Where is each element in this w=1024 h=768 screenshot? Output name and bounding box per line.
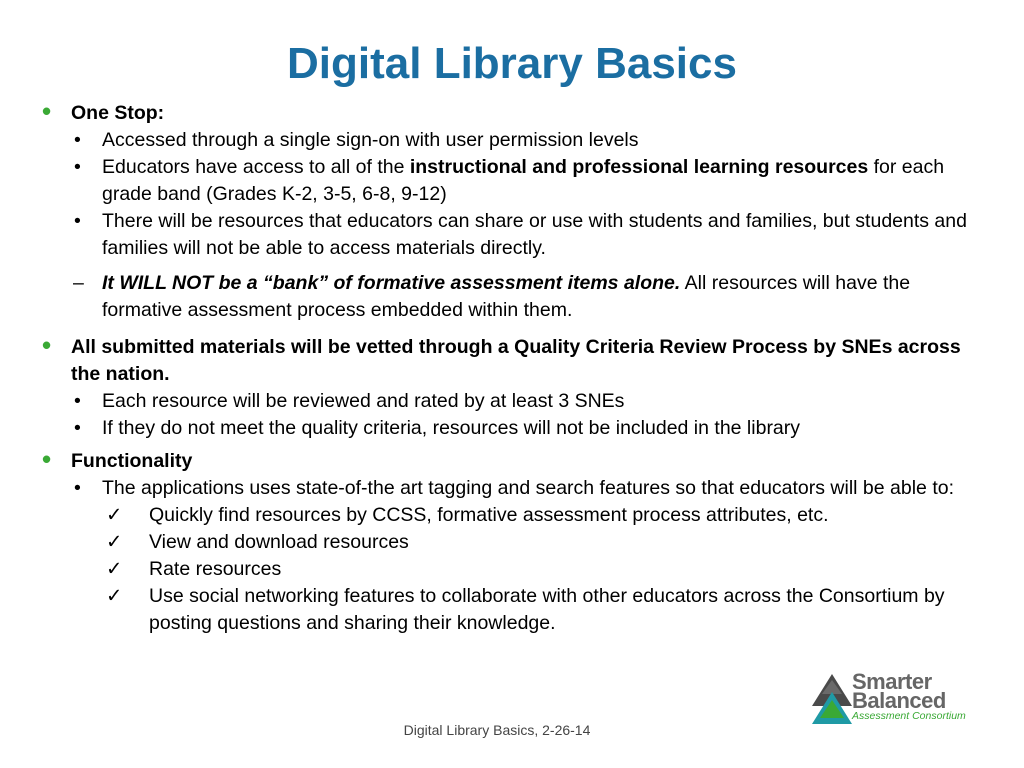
dash-bullet-icon: – <box>73 272 84 294</box>
check-item <box>40 583 980 637</box>
logo-text <box>852 669 966 723</box>
list-item-text: If they do not meet the quality criteria, resources will not be included in the library <box>102 417 801 439</box>
checkmark-icon: ✓ <box>106 531 123 553</box>
logo-line-3: Assessment Consortium <box>852 710 966 722</box>
dash-item-text: All resources will have the formative assessment process embedded within them. <box>102 272 911 321</box>
bullet-vetting <box>40 330 980 388</box>
list-item-text: for each grade band (Grades K-2, 3-5, 6-8, 9-12) <box>102 156 945 205</box>
section-vetting <box>40 330 980 442</box>
check-item <box>40 556 980 583</box>
logo-line-2: Balanced <box>852 688 946 713</box>
check-item <box>40 502 980 529</box>
smarter-balanced-logo <box>810 669 990 728</box>
dash-item-bold-italic-text: It WILL NOT be a “bank” of formative assessment items alone. <box>102 272 681 294</box>
list-item <box>40 415 980 442</box>
list-item-text: Accessed through a single sign-on with user permission levels <box>102 129 639 151</box>
green-bullet-icon: • <box>42 96 52 126</box>
list-item <box>40 388 980 415</box>
bullet-icon: • <box>74 156 81 178</box>
list-item <box>40 154 980 208</box>
list-item-text: Each resource will be reviewed and rated by at least 3 SNEs <box>102 390 625 412</box>
green-bullet-icon: • <box>42 330 52 360</box>
slide-title: Digital Library Basics <box>287 39 737 88</box>
list-item-bold-text: instructional and professional learning resources <box>409 156 869 178</box>
list-item <box>40 127 980 154</box>
dash-item <box>40 270 980 324</box>
bullet-icon: • <box>74 390 81 412</box>
heading-one-stop: One Stop: <box>71 102 165 124</box>
list-item-text: There will be resources that educators can share or use with students and families, but students and families will not be able to access materials directly. <box>102 210 967 259</box>
heading-functionality: Functionality <box>71 450 193 472</box>
heading-vetting: All submitted materials will be vetted through a Quality Criteria Review Process by SNEs across the nation. <box>71 336 961 385</box>
list-item <box>40 208 980 262</box>
green-bullet-icon: • <box>42 444 52 474</box>
slide-body <box>40 96 980 637</box>
bullet-icon: • <box>74 477 81 499</box>
list-item <box>40 475 980 502</box>
logo-line-1: Smarter <box>852 669 932 694</box>
bullet-icon: • <box>74 417 81 439</box>
list-item-text: The applications uses state-of-the art tagging and search features so that educators will be able to: <box>102 477 955 499</box>
slide-footer: Digital Library Basics, 2-26-14 <box>403 722 591 738</box>
bullet-icon: • <box>74 129 81 151</box>
section-functionality <box>40 444 980 637</box>
triangle-logo-icon <box>810 672 854 726</box>
check-item-text: Use social networking features to collaborate with other educators across the Consortium by posting questions and sharing their knowledge. <box>149 585 945 634</box>
check-item-text: Quickly find resources by CCSS, formative assessment process attributes, etc. <box>149 504 829 526</box>
check-item-text: Rate resources <box>149 558 282 580</box>
section-one-stop <box>40 96 980 324</box>
checkmark-icon: ✓ <box>106 585 123 607</box>
check-item <box>40 529 980 556</box>
bullet-one-stop <box>40 96 980 127</box>
list-item-text: Educators have access to all of the <box>102 156 410 178</box>
checkmark-icon: ✓ <box>106 558 123 580</box>
check-item-text: View and download resources <box>149 531 409 553</box>
bullet-functionality <box>40 444 980 475</box>
bullet-icon: • <box>74 210 81 232</box>
checkmark-icon: ✓ <box>106 504 123 526</box>
